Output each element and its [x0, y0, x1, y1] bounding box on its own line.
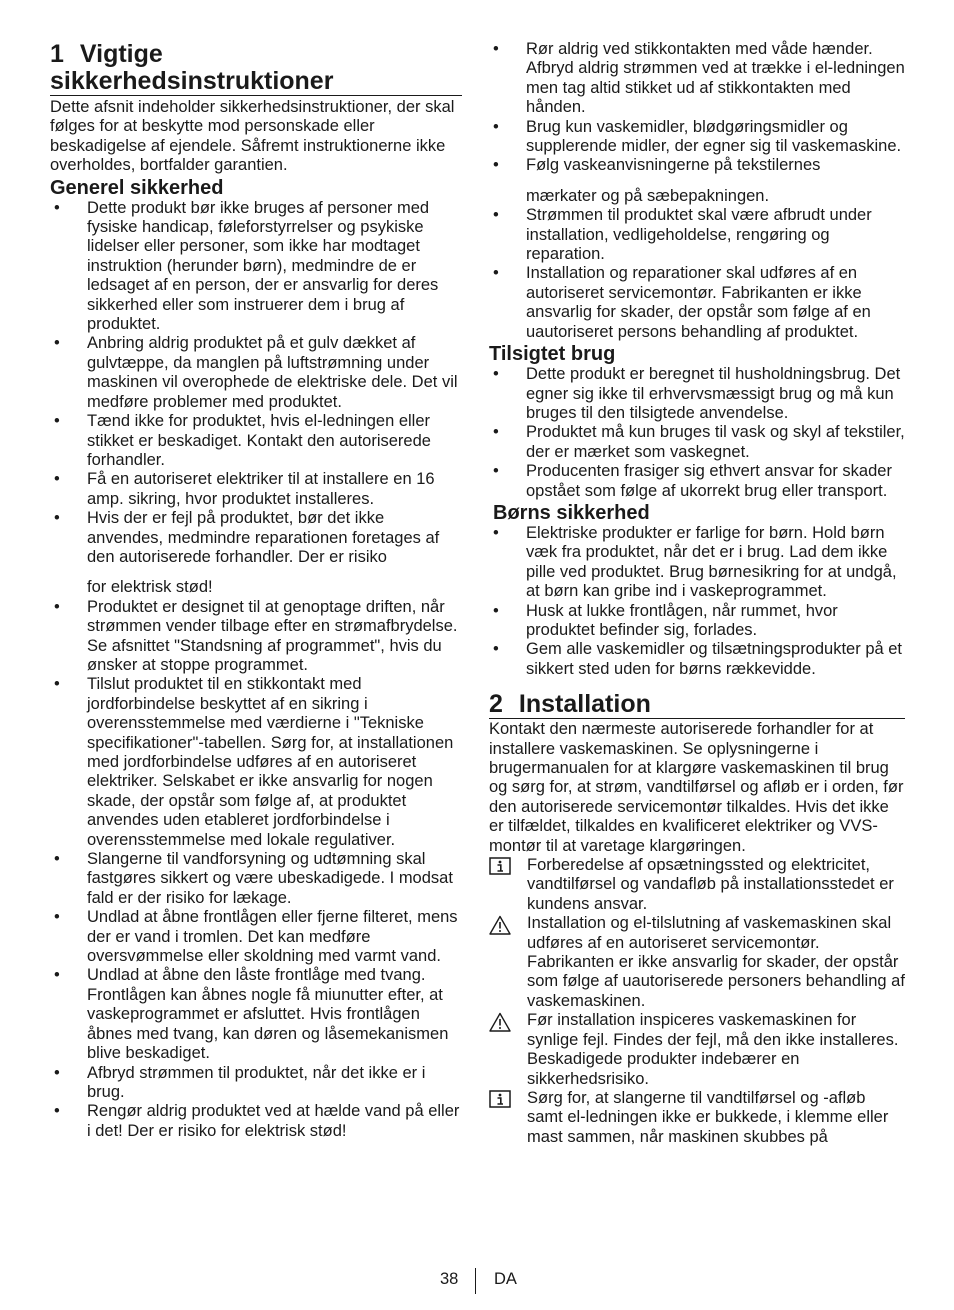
section2-intro: Kontakt den nærmeste autoriserede forhandler for at installere vaskemaskinen. Se oplysningerne i brugermanualen for at klargøre vaskemaskinen til brug og sørg for, at strøm, vandtilførsel og afløb er i orden, før den autoriserede servicemontør tilkaldes. Hvis det ikke er tilfældet, tilkaldes en kvalificeret elektriker og VVS-montør til at varetage klargøringen.	[489, 720, 904, 855]
section2-title-text: Installation	[518, 690, 651, 719]
list-item: • Installation og reparationer skal udføres af en autoriseret servicemontør. Fabrikanten er ikke ansvarlig for skader, der opstår som følge af en uautoriseret persons behandling af produktet.	[493, 264, 871, 341]
list-item: • Undlad at åbne frontlågen eller fjerne filteret, mens der er vand i tromlen. Det kan medføre oversvømmelse eller skoldning med varmt vand.	[54, 908, 458, 966]
intended-heading: Tilsigtet brug	[489, 343, 616, 366]
note-info: Sørg for, at slangerne til vandtilførsel og -afløb samt el-ledningen ikke er bukkede, i klemme eller mast sammen, når maskinen skubbes på	[489, 1089, 905, 1147]
children-list	[489, 524, 905, 679]
language-code: DA	[494, 1270, 517, 1288]
general-list-continued	[50, 598, 462, 1141]
warning-icon	[489, 1012, 511, 1032]
general-continuation: for elektrisk stød!	[87, 578, 213, 597]
list-item: • Få en autoriseret elektriker til at installere en 16 amp. sikring, hvor produktet installeres.	[54, 470, 435, 508]
list-item: • Husk at lukke frontlågen, når rummet, hvor produktet befinder sig, forlades.	[493, 601, 838, 639]
list-item: • Brug kun vaskemidler, blødgøringsmidler og supplerende midler, der egner sig til vaskemaskine.	[493, 117, 902, 156]
list-item: • Strømmen til produktet skal være afbrudt under installation, vedligeholdelse, rengøring og reparation.	[493, 206, 872, 264]
section1-number: 1	[50, 40, 64, 68]
list-item: • Hvis der er fejl på produktet, bør det ikke anvendes, medmindre reparationen foretages af den autoriserede forhandler. Der er risiko	[54, 509, 440, 566]
note-info: Forberedelse af opsætningssted og elektricitet, vandtilførsel og vandafløb på installationsstedet er kundens ansvar.	[489, 856, 905, 914]
section1-title	[50, 41, 462, 96]
info-icon	[489, 857, 511, 875]
list-item: • Producenten frasiger sig ethvert ansvar for skader opstået som følge af ukorrekt brug eller transport.	[493, 462, 892, 500]
section1-intro: Dette afsnit indeholder sikkerhedsinstruktioner, der skal følges for at beskytte mod personskade eller beskadigelse af ejendele. Såfremt instruktionerne ikke overholdes, bortfalder garantien.	[50, 98, 455, 175]
info-icon	[489, 1090, 511, 1108]
note-warning: Installation og el-tilslutning af vaskemaskinen skal udføres af en autoriseret servicemontør. Fabrikanten er ikke ansvarlig for skader, der opstår som følge af uautoriserede personers behandling af vaskemaskinen.	[489, 914, 905, 1011]
list-item: • Slangerne til vandforsyning og udtømning skal fastgøres sikkert og være ubeskadigede. I modsat fald er der risiko for lækage.	[54, 850, 453, 907]
general-heading: Generel sikkerhed	[50, 176, 224, 199]
intended-list	[489, 365, 905, 501]
right-top-list	[489, 40, 905, 176]
list-item: • Afbryd strømmen til produktet, når det ikke er i brug.	[54, 1063, 426, 1101]
list-item: • Tænd ikke for produktet, hvis el-ledningen eller stikket er beskadiget. Kontakt den autoriserede forhandler.	[54, 412, 431, 469]
list-item: • Dette produkt bør ikke bruges af personer med fysiske handicap, føleforstyrrelser og psykiske lidelser eller personer, som ikke har modtaget instruktion (herunder børn), medmindre de er ledsaget af en person, der er ansvarlig for deres sikkerhed eller som instruerer dem i brug af produktet.	[54, 198, 439, 334]
list-item: • Produktet må kun bruges til vask og skyl af tekstiler, der er mærket som vaskegnet.	[493, 423, 905, 461]
left-column	[50, 0, 462, 1141]
section2-number: 2	[489, 690, 503, 719]
list-item: • Gem alle vaskemidler og tilsætningsprodukter på et sikkert sted uden for børns rækkevidde.	[493, 640, 903, 678]
list-item: • Dette produkt er beregnet til husholdningsbrug. Det egner sig ikke til erhvervsmæssigt brug og må kun bruges til den tilsigtede anvendelse.	[493, 365, 901, 422]
children-heading: Børns sikkerhed	[493, 501, 650, 524]
section1-title-line1: Vigtige	[79, 40, 163, 68]
right-top-list-continued	[489, 206, 905, 342]
page-number: 38	[440, 1270, 459, 1288]
list-item: • Rengør aldrig produktet ved at hælde vand på eller i det! Der er risiko for elektrisk stød!	[54, 1102, 460, 1140]
list-item: • Rør aldrig ved stikkontakten med våde hænder. Afbryd aldrig strømmen ved at trække i el-ledningen men tag altid stikket ud af stikkontakten med hånden.	[493, 40, 905, 117]
list-item: • Elektriske produkter er farlige for børn. Hold børn væk fra produktet, når det er i brug. Lad dem ikke pille ved produktet. Brug børnesikring for at undgå, at børn kan gribe ind i vaskeprogrammet.	[493, 523, 897, 601]
section2-title	[489, 691, 905, 719]
general-list	[50, 199, 462, 568]
list-item: • Produktet er designet til at genoptage driften, når strømmen vender tilbage efter en strømafbrydelse. Se afsnittet "Standsning af programmet", hvis du ønsker at stoppe programmet.	[54, 597, 458, 674]
warning-icon	[489, 915, 511, 935]
section1-title-line2: sikkerhedsinstruktioner	[50, 67, 334, 95]
footer-divider	[475, 1268, 476, 1294]
list-item: • Undlad at åbne den låste frontlåge med tvang. Frontlågen kan åbnes nogle få miunutter efter, at vaskeprogrammet er afsluttet. Hvis frontlågen åbnes med tvang, kan døren og låsemekanismen blive beskadiget.	[54, 966, 449, 1063]
list-item: • Følg vaskeanvisningerne på tekstilernes	[493, 156, 821, 175]
list-item: • Tilslut produktet til en stikkontakt med jordforbindelse beskyttet af en sikring i overensstemmelse med værdierne i "Tekniske specifikationer"-tabellen. Sørg for, at installationen med jordforbindelse udføres af en autoriseret elektriker. Selskabet er ikke ansvarlig for nogen skade, der opstår som følge af, at produktet anvendes uden etableret jordforbindelse i overensstemmelse med lokale regulativer.	[54, 675, 454, 849]
note-warning: Før installation inspiceres vaskemaskinen for synlige fejl. Findes der fejl, må den ikke installeres. Beskadigede produkter indebærer en sikkerhedsrisiko.	[489, 1011, 905, 1089]
right-column	[489, 0, 905, 1147]
list-item: • Anbring aldrig produktet på et gulv dækket af gulvtæppe, da manglen på luftstrømning under maskinen vil overophede de elektriske dele. Det vil medføre problemer med produktet.	[54, 334, 458, 411]
right-top-continuation: mærkater og på sæbepakningen.	[526, 186, 770, 205]
